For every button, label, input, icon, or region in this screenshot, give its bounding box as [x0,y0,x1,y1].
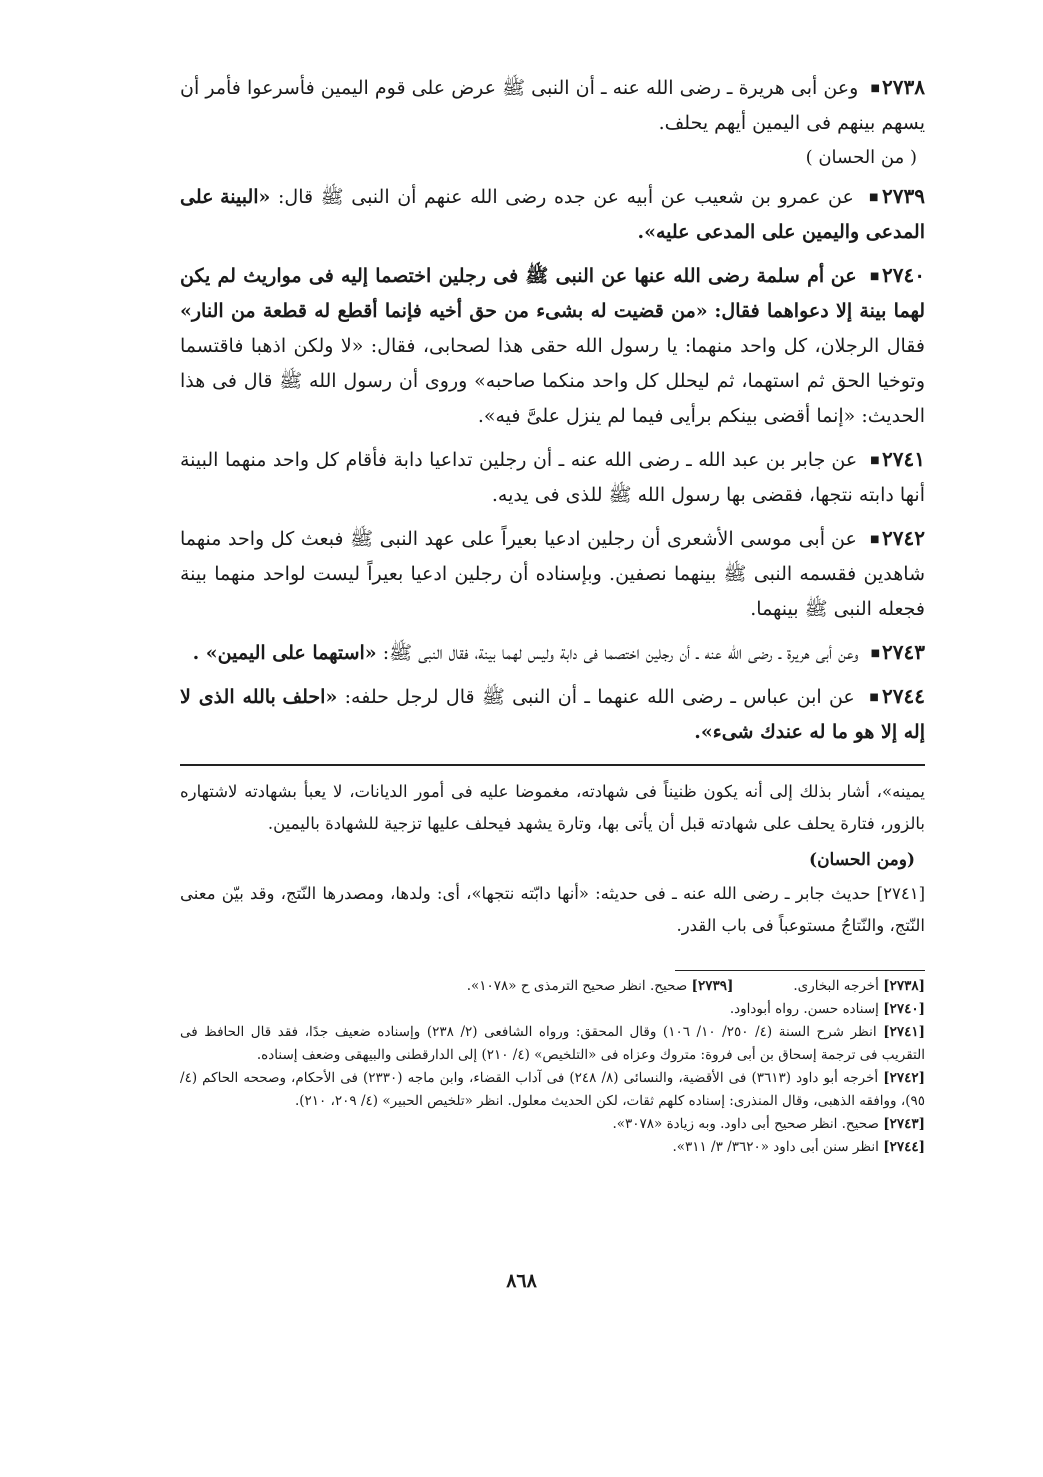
hadith-tail: فقال الرجلان، كل واحد منهما: يا رسول الله حقى هذا لصحابى، فقال: «لا ولكن اذهبا فاقتسما وتوخيا الحق ثم استهما، ثم ليحلل كل واحد منكما صاحبه» وروى أن رسول الله ﷺ قال فى هذا الحديث: «إنما أقضى بينكم برأيى فيما لم ينزل علىَّ فيه». [180,335,925,427]
hadith-2741 [180,442,925,513]
hadith-text: عن عمرو بن شعيب عن أبيه عن جده رضى الله عنهم أن النبى ﷺ قال: [278,186,854,208]
hadith-text: عن أبى موسى الأشعرى أن رجلين ادعيا بعيراً على عهد النبى ﷺ فبعث كل واحد منهما شاهدين فقسمه النبى ﷺ بينهما نصفين. وبإسناده أن رجلين ادعيا بعيراً ليست لواحد منهما بينة فجعله النبى ﷺ بينهما. [180,528,925,620]
commentary-paragraph: يمينه»، أشار بذلك إلى أنه يكون ظنيناً فى شهادته، مغموضا عليه فى أمور الديانات، لا يعبأ بشهادته لاشتهاره بالزور، فتارة يحلف على شهادته قبل أن يأتى بها، وتارة يشهد فيحلف عليها تزجية للشهادة باليمين. [180,782,925,833]
hadith-2742 [180,521,925,627]
page-body [180,70,925,1159]
hadith-2740 [180,258,925,434]
footnote-number: [٢٧٣٨] [883,978,925,994]
footnote-number: [٢٧٤٢] [883,1070,925,1086]
commentary-heading: (ومن الحسان) [809,850,915,870]
hadith-quote: «استهما على اليمين» . [192,642,377,664]
footnote-2743 [180,1113,925,1136]
hadith-text: عن جابر بن عبد الله ـ رضى الله عنه ـ أن رجلين تداعيا دابة فأقام كل واحد منهما البينة أنها دابته نتجها، فقضى بها رسول الله ﷺ للذى فى يديه. [180,449,925,506]
hadith-number: ٢٧٤٢ ■ [869,526,925,550]
footnote-2739 [467,975,734,998]
footnote-2738 [793,975,925,998]
hadith-text: عن أم سلمة رضى الله عنها عن النبى ﷺ فى رجلين اختصما إليه فى مواريث لم يكن لهما بينة إلا دعواهما فقال: [180,265,925,322]
hadith-quote: «من قضيت له بشىء من حق أخيه فإنما أقطع له قطعة من النار» [180,300,708,322]
footnote-2742 [180,1067,925,1113]
footnote-number: [٢٧٤١] [883,1024,925,1040]
hadith-number: ٢٧٤٤ ■ [868,684,925,708]
footnote-number: [٢٧٤٣] [883,1116,925,1132]
hadith-2744 [180,679,925,750]
footnote-text: أخرجه أبو داود (٣٦١٣) فى الأقضية، والنسائى (٨/ ٢٤٨) فى آداب القضاء، وابن ماجه (٢٣٣٠) فى الأحكام، وصححه الحاكم (٤/ ٩٥)، ووافقه الذهبى، وقال المنذرى: إسناده كلهم ثقات، لكن الحديث معلول. انظر «تلخيص الحبير» (٤/ ٢٠٩، ٢١٠). [180,1070,925,1109]
footnote-divider [675,970,925,971]
hadith-number: ٢٧٣٨ ■ [870,75,925,99]
hadith-quote: «احلف بالله الذى لا إله إلا هو ما له عندك شىء». [180,686,925,743]
hadith-number: ٢٧٤١ ■ [870,447,925,471]
footnote-2740 [180,998,925,1021]
hadith-2738 [180,70,925,141]
footnote-text: انظر سنن أبى داود «٣٦٢٠/ ٣/ ٣١١». [672,1139,879,1155]
footnote-text: إسناده حسن. رواه أبوداود. [729,1001,879,1017]
section-divider [180,764,925,766]
footnote-text: انظر شرح السنة (٤/ ٢٥٠/ ١٠/ ١٠٦) وقال المحقق: ورواه الشافعى (٢/ ٢٣٨) وإسناده ضعيف جدًا، فقد قال الحافظ فى التقريب فى ترجمة إسحاق بن أبى فروة: متروك وعزاه فى «التلخيص» (٤/ ٢١٠) إلى الدارقطنى والبيهقى وضعف إسناده. [180,1024,925,1063]
hadith-text: وعن أبى هريرة ـ رضى الله عنه ـ أن النبى ﷺ عرض على قوم اليمين فأسرعوا فأمر أن يسهم بينهم فى اليمين أيهم يحلف. [180,77,925,134]
hadith-2743 [180,635,925,671]
hadith-number: ٢٧٣٩ ■ [867,184,925,208]
hadith-text: وعن أبى هريرة ـ رضى الله عنه ـ أن رجلين اختصما فى دابة وليس لهما بينة، فقال النبى ﷺ: [382,642,859,664]
footnote-2744 [180,1136,925,1159]
footnote-2741 [180,1021,925,1067]
hadith-text: عن ابن عباس ـ رضى الله عنهما ـ أن النبى ﷺ قال لرجل حلفه: [344,686,855,708]
footnote-number: [٢٧٣٩] [691,978,734,994]
hadith-quote: «البينة على المدعى واليمين على المدعى عليه». [180,186,925,243]
page-number: ٨٦٨ [506,1270,537,1292]
footnote-row [180,975,925,998]
hadith-number: ٢٧٤٣ ■ [871,640,925,664]
footnote-text: صحيح. انظر صحيح أبى داود. وبه زيادة «٣٠٧٨». [612,1116,879,1132]
section-grade-label: ( من الحسان ) [805,147,917,168]
footnote-number: [٢٧٤٠] [883,1001,925,1017]
footnote-text: أخرجه البخارى. [793,978,879,994]
commentary-paragraph: [٢٧٤١] حديث جابر ـ رضى الله عنه ـ فى حديثه: «أنها دابّته نتجها»، أى: ولدها، ومصدرها النّتج، وقد بيّن معنى النّتج، والنّتاجُ مستوعباً فى باب القدر. [180,884,925,935]
footnote-text: صحيح. انظر صحيح الترمذى ح «١٠٧٨». [466,978,688,994]
hadith-2739 [180,179,925,250]
hadith-number: ٢٧٤٠ ■ [869,263,925,287]
footnote-number: [٢٧٤٤] [883,1139,925,1155]
